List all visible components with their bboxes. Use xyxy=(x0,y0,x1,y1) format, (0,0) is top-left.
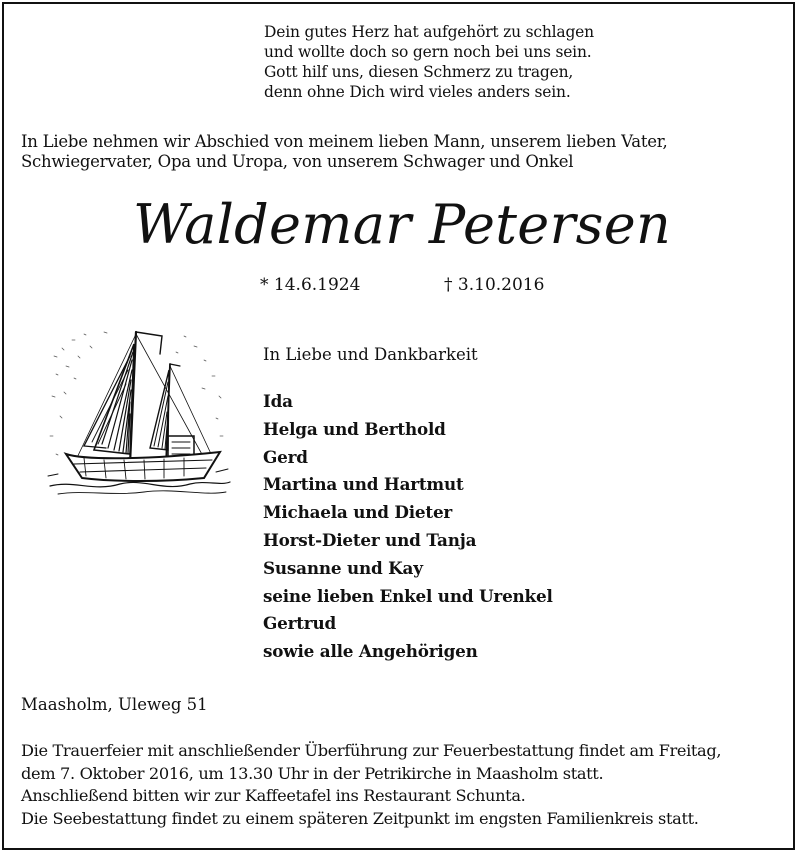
mourner-name: Martina und Hartmut xyxy=(263,474,464,495)
mourner-name: Horst-Dieter und Tanja xyxy=(263,529,477,550)
intro-line: Schwiegervater, Opa und Uropa, von unserem Schwager und Onkel xyxy=(21,152,574,171)
poem xyxy=(264,22,684,102)
deceased-name: Waldemar Petersen xyxy=(132,193,672,256)
mourner-name: Helga und Berthold xyxy=(263,418,446,439)
mourner-name: sowie alle Angehörigen xyxy=(263,641,478,662)
address: Maasholm, Uleweg 51 xyxy=(21,695,208,714)
mourner-name: Michaela und Dieter xyxy=(263,502,453,523)
mourner-name: Ida xyxy=(263,391,293,411)
poem-line: und wollte doch so gern noch bei uns sein. xyxy=(264,43,592,61)
poem-line: Gott hilf uns, diesen Schmerz zu tragen, xyxy=(264,63,574,81)
mourner-name: Gerd xyxy=(263,446,308,467)
sailing-boat-icon xyxy=(44,326,234,498)
mourner-name: seine lieben Enkel und Urenkel xyxy=(263,585,553,606)
funeral-details xyxy=(21,740,796,830)
details-line: Die Trauerfeier mit anschließender Überführung zur Feuerbestattung findet am Freitag, xyxy=(21,741,722,760)
mourner-list xyxy=(263,388,553,666)
intro-line: In Liebe nehmen wir Abschied von meinem lieben Mann, unserem lieben Vater, xyxy=(21,132,668,151)
details-line: dem 7. Oktober 2016, um 13.30 Uhr in der Petrikirche in Maasholm statt. xyxy=(21,763,604,783)
obituary-notice xyxy=(2,2,795,850)
mourner-name: Susanne und Kay xyxy=(263,557,423,578)
poem-line: Dein gutes Herz hat aufgehört zu schlagen xyxy=(264,23,594,41)
death-date: † 3.10.2016 xyxy=(444,275,545,295)
poem-line: denn ohne Dich wird vieles anders sein. xyxy=(264,83,571,101)
gratitude-heading: In Liebe und Dankbarkeit xyxy=(263,345,478,364)
details-line: Die Seebestattung findet zu einem späteren Zeitpunkt im engsten Familienkreis statt. xyxy=(21,808,699,828)
details-line: Anschließend bitten wir zur Kaffeetafel ins Restaurant Schunta. xyxy=(21,786,526,805)
birth-date: * 14.6.1924 xyxy=(260,275,361,295)
mourner-name: Gertrud xyxy=(263,613,336,634)
intro-text xyxy=(21,132,791,172)
